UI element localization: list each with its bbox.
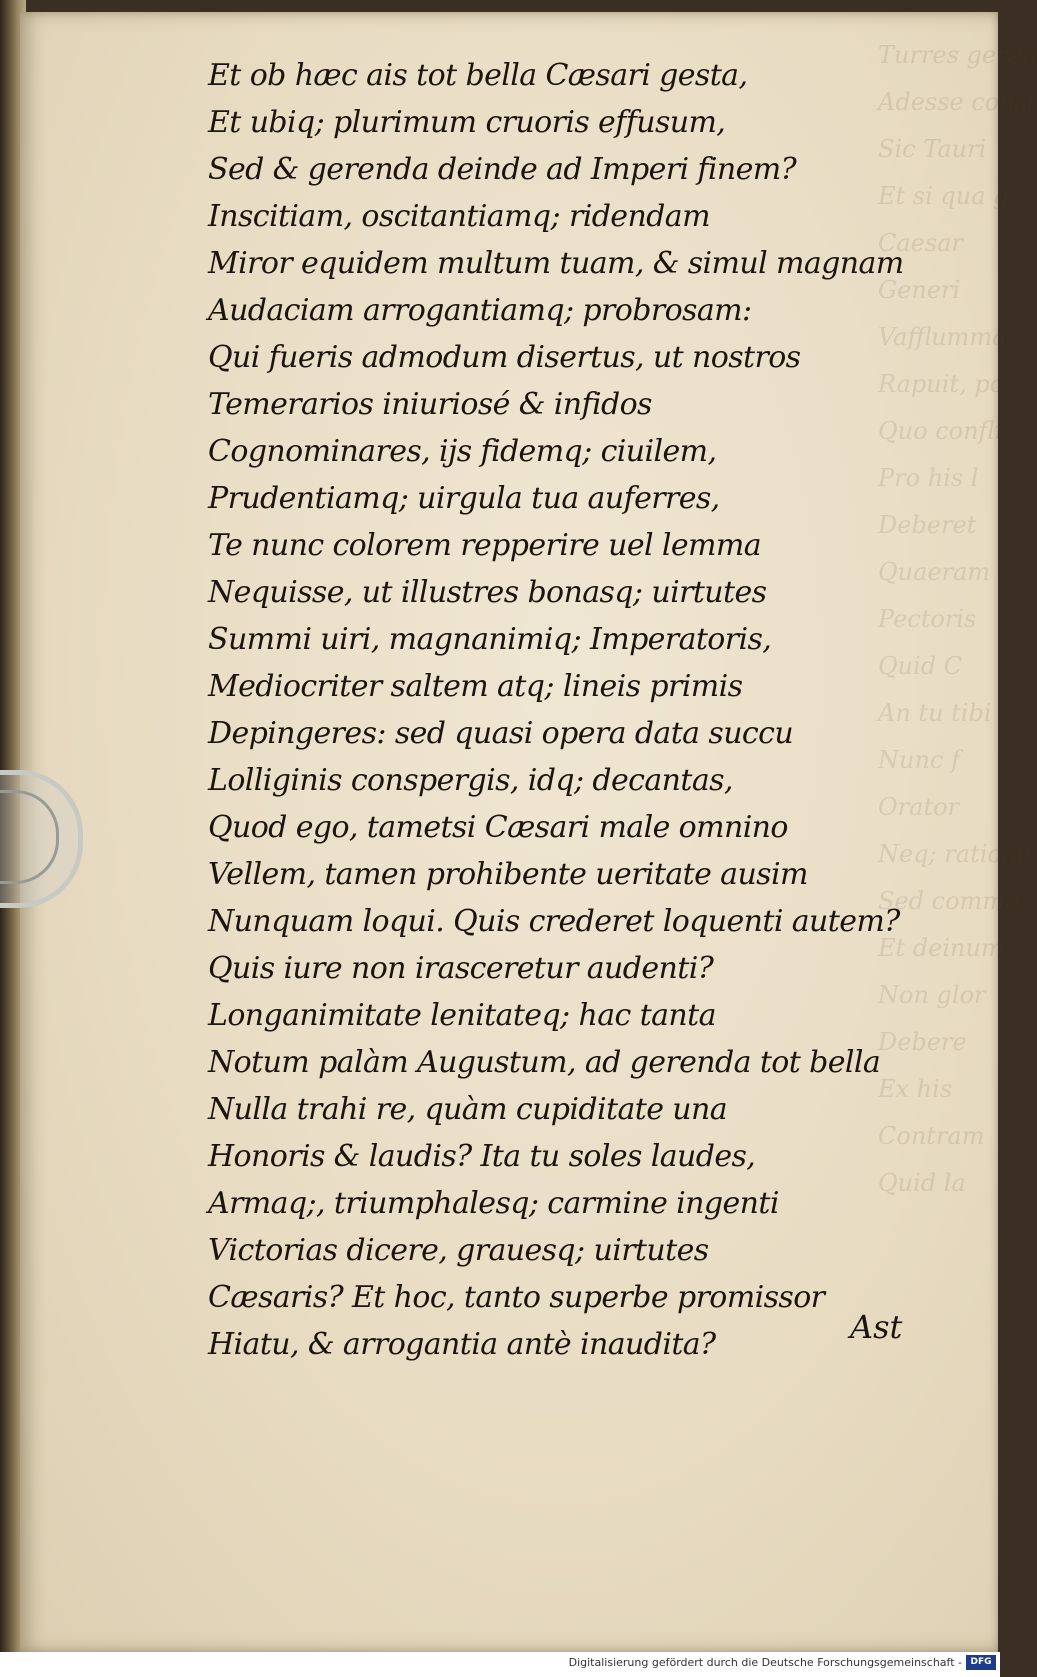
poem-text-block	[208, 52, 948, 1368]
text-line: Quis iure non irasceretur audenti?	[208, 951, 714, 986]
text-line: Nunquam loqui. Quis crederet loquenti autem?	[208, 904, 900, 939]
text-line: Honoris & laudis? Ita tu soles laudes,	[208, 1139, 756, 1174]
text-line: Temerarios iniuriosé & infidos	[208, 387, 652, 422]
text-line: Cognominares, ijs fidemq; ciuilem,	[208, 434, 717, 469]
text-line: Vellem, tamen prohibente ueritate ausim	[208, 857, 808, 892]
text-line: Et ob hæc ais tot bella Cæsari gesta,	[208, 58, 748, 93]
text-line: Hiatu, & arrogantia antè inaudita?	[208, 1327, 716, 1362]
text-line: Victorias dicere, grauesq; uirtutes	[208, 1233, 709, 1268]
dfg-logo[interactable]: DFG	[966, 1655, 996, 1670]
text-line: Notum palàm Augustum, ad gerenda tot bella	[208, 1045, 881, 1080]
book-page	[20, 12, 1037, 1652]
footer-credit: Digitalisierung gefördert durch die Deutsche Forschungsgemeinschaft -	[568, 1656, 962, 1669]
text-line: Te nunc colorem repperire uel lemma	[208, 528, 762, 563]
bleed-through-text: Turres geren Adesse consi Sic Tauri Et si qua g Caesar Generi Vafflumma Rapuit, po Quo confli Pro his l Deberet Quaeram Pectoris Quid C An tu tibi Nunc f Orator Neq; ratione Sed commo Et deinum Non glor Debere Ex his Contram Quid la	[878, 41, 1037, 1197]
text-line: Nequisse, ut illustres bonasq; uirtutes	[208, 575, 767, 610]
text-line: Inscitiam, oscitantiamq; ridendam	[208, 199, 710, 234]
catchword: Ast	[850, 1308, 903, 1346]
text-line: Depingeres: sed quasi opera data succu	[208, 716, 794, 751]
text-line: Qui fueris admodum disertus, ut nostros	[208, 340, 801, 375]
footer-bar	[0, 1652, 1000, 1677]
text-line: Mediocriter saltem atq; lineis primis	[208, 669, 743, 704]
text-line: Miror equidem multum tuam, & simul magnam	[208, 246, 904, 281]
text-line: Summi uiri, magnanimiq; Imperatoris,	[208, 622, 772, 657]
text-line: Lolliginis conspergis, idq; decantas,	[208, 763, 733, 798]
text-line: Et ubiq; plurimum cruoris effusum,	[208, 105, 726, 140]
text-line: Prudentiamq; uirgula tua auferres,	[208, 481, 720, 516]
text-line: Longanimitate lenitateq; hac tanta	[208, 998, 716, 1033]
text-line: Audaciam arrogantiamq; probrosam:	[208, 293, 752, 328]
text-line: Quod ego, tametsi Cæsari male omnino	[208, 810, 788, 845]
text-line: Nulla trahi re, quàm cupiditate una	[208, 1092, 728, 1127]
text-line: Sed & gerenda deinde ad Imperi finem?	[208, 152, 797, 187]
text-line: Cæsaris? Et hoc, tanto superbe promissor	[208, 1280, 825, 1315]
text-line: Armaq;, triumphalesq; carmine ingenti	[208, 1186, 779, 1221]
